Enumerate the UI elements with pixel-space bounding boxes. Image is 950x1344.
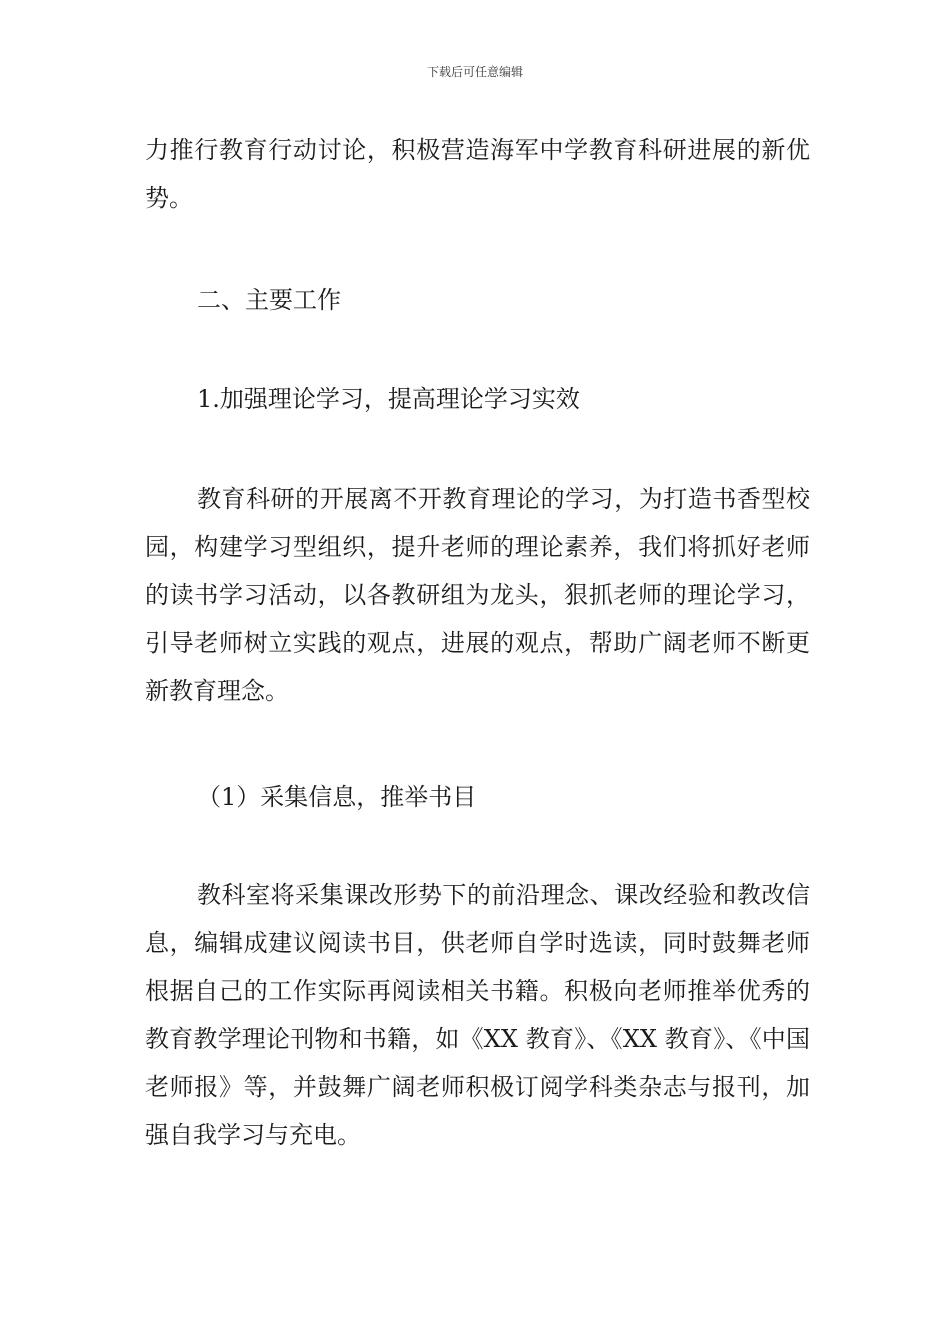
sub-heading-collect: （1）采集信息，推举书目 bbox=[197, 783, 477, 811]
section-heading: 二、主要工作 bbox=[197, 286, 341, 314]
paragraph-continued: 力推行教育行动讨论，积极营造海军中学教育科研进展的新优势。 bbox=[145, 136, 810, 212]
paragraph-collect: 教科室将采集课改形势下的前沿理念、课改经验和教改信息，编辑成建议阅读书目，供老师自学时选读，同时鼓舞老师根据自己的工作实际再阅读相关书籍。积极向老师推举优秀的教育教学理论刊物和书籍，如《XX 教育》、《XX 教育》、《中国老师报》等，并鼓舞广阔老师积极订阅学科类杂志与报刊，加强自我学习与充电。 bbox=[145, 881, 810, 1149]
paragraph-theory: 教育科研的开展离不开教育理论的学习，为打造书香型校园，构建学习型组织，提升老师的理论素养，我们将抓好老师的读书学习活动，以各教研组为龙头，狠抓老师的理论学习，引导老师树立实践的观点，进展的观点，帮助广阔老师不断更新教育理念。 bbox=[145, 485, 810, 705]
page-header: 下载后可任意编辑 bbox=[426, 65, 523, 79]
sub-heading-theory: 1.加强理论学习，提高理论学习实效 bbox=[197, 385, 580, 413]
